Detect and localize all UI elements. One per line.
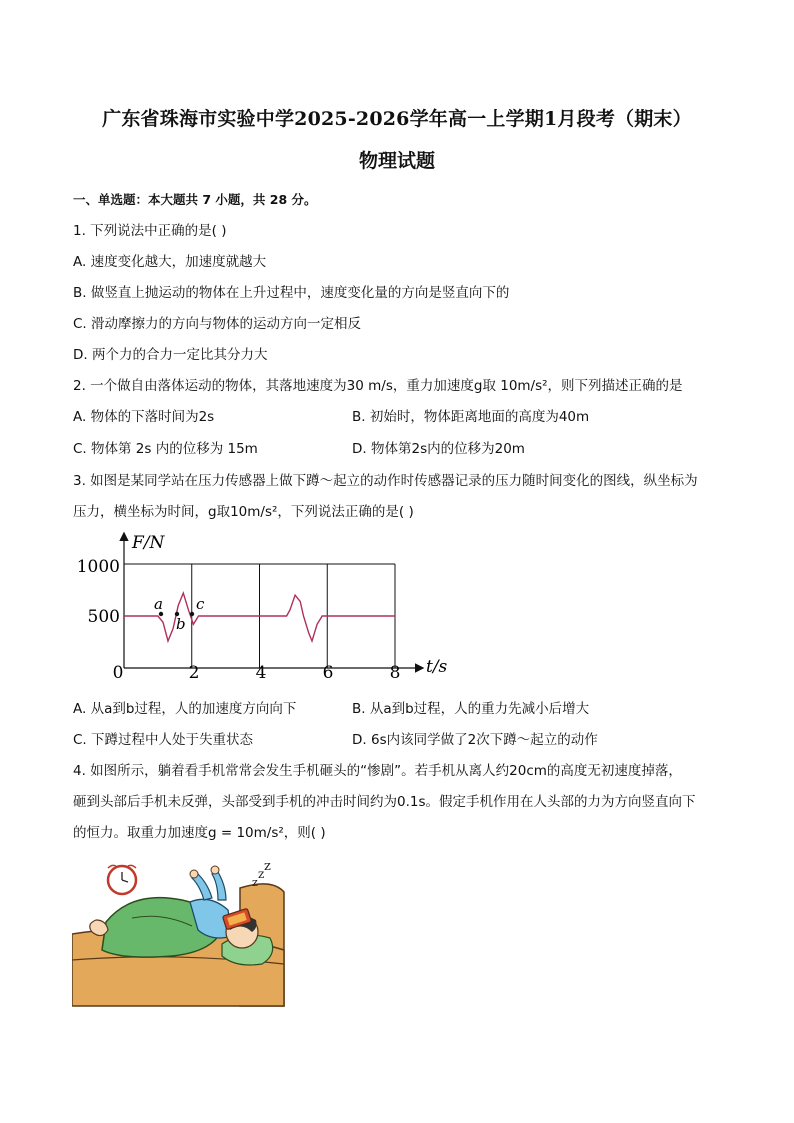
sleep-zzz-glyph: z bbox=[252, 876, 258, 889]
q1-option-d: D. 两个力的合力一定比其分力大 bbox=[73, 347, 268, 363]
x-tick-6: 6 bbox=[322, 663, 334, 678]
q3-stem-line1: 3. 如图是某同学站在压力传感器上做下蹲～起立的动作时传感器记录的压力随时间变化的图线，纵坐标为 bbox=[73, 473, 698, 489]
point-b-label: b bbox=[176, 615, 186, 633]
point-a-label: a bbox=[154, 595, 163, 613]
y-tick-1000: 1000 bbox=[76, 557, 120, 577]
q1-stem: 1. 下列说法中正确的是( ) bbox=[73, 223, 227, 239]
q3-stem-line2: 压力，横坐标为时间，g取10m/s²，下列说法正确的是( ) bbox=[73, 504, 414, 520]
person-lying-phone-illustration bbox=[72, 860, 286, 1008]
section-heading: 一、单选题：本大题共 7 小题，共 28 分。 bbox=[73, 192, 317, 207]
x-tick-4: 4 bbox=[255, 663, 267, 678]
x-tick-2: 2 bbox=[188, 663, 200, 678]
y-axis-label: F/N bbox=[132, 533, 165, 553]
y-tick-500: 500 bbox=[87, 607, 120, 627]
q2-option-d: D. 物体第2s内的位移为20m bbox=[352, 441, 525, 457]
x-tick-8: 8 bbox=[389, 663, 401, 678]
q3-option-c: C. 下蹲过程中人处于失重状态 bbox=[73, 732, 254, 748]
svg-text:z: z bbox=[264, 860, 271, 874]
q1-option-c: C. 滑动摩擦力的方向与物体的运动方向一定相反 bbox=[73, 316, 362, 332]
q3-option-b: B. 从a到b过程，人的重力先减小后增大 bbox=[352, 701, 590, 717]
q4-stem-line1: 4. 如图所示，躺着看手机常常会发生手机砸头的“惨剧”。若手机从离人约20cm的高度无初速度掉落， bbox=[73, 763, 682, 779]
q2-option-c: C. 物体第 2s 内的位移为 15m bbox=[73, 441, 258, 457]
q2-option-b: B. 初始时，物体距离地面的高度为40m bbox=[352, 409, 590, 425]
q3-option-d: D. 6s内该同学做了2次下蹲～起立的动作 bbox=[352, 732, 598, 748]
q3-option-a: A. 从a到b过程，人的加速度方向向下 bbox=[73, 701, 297, 717]
point-c-label: c bbox=[196, 595, 205, 613]
paper-title-line1: 广东省珠海市实验中学2025-2026学年高一上学期1月段考（期末） bbox=[102, 108, 692, 130]
point-c bbox=[190, 612, 194, 616]
x-tick-0: 0 bbox=[112, 663, 124, 678]
q4-stem-line3: 的恒力。取重力加速度g = 10m/s²，则( ) bbox=[73, 825, 326, 841]
q4-stem-line2: 砸到头部后手机未反弹，头部受到手机的冲击时间约为0.1s。假定手机作用在人头部的力为方向竖直向下 bbox=[73, 794, 696, 810]
paper-title-line2: 物理试题 bbox=[358, 150, 435, 172]
q2-option-a: A. 物体的下落时间为2s bbox=[73, 409, 215, 425]
arm-right bbox=[212, 872, 226, 900]
q1-option-b: B. 做竖直上抛运动的物体在上升过程中，速度变化量的方向是竖直向下的 bbox=[73, 285, 510, 301]
svg-text:z: z bbox=[258, 867, 265, 881]
x-axis-label: t/s bbox=[426, 657, 448, 677]
q2-stem: 2. 一个做自由落体运动的物体，其落地速度为30 m/s，重力加速度g取 10m/s²，则下列描述正确的是 bbox=[73, 378, 683, 394]
force-time-chart bbox=[70, 528, 460, 678]
q1-option-a: A. 速度变化越大，加速度就越大 bbox=[73, 254, 267, 270]
